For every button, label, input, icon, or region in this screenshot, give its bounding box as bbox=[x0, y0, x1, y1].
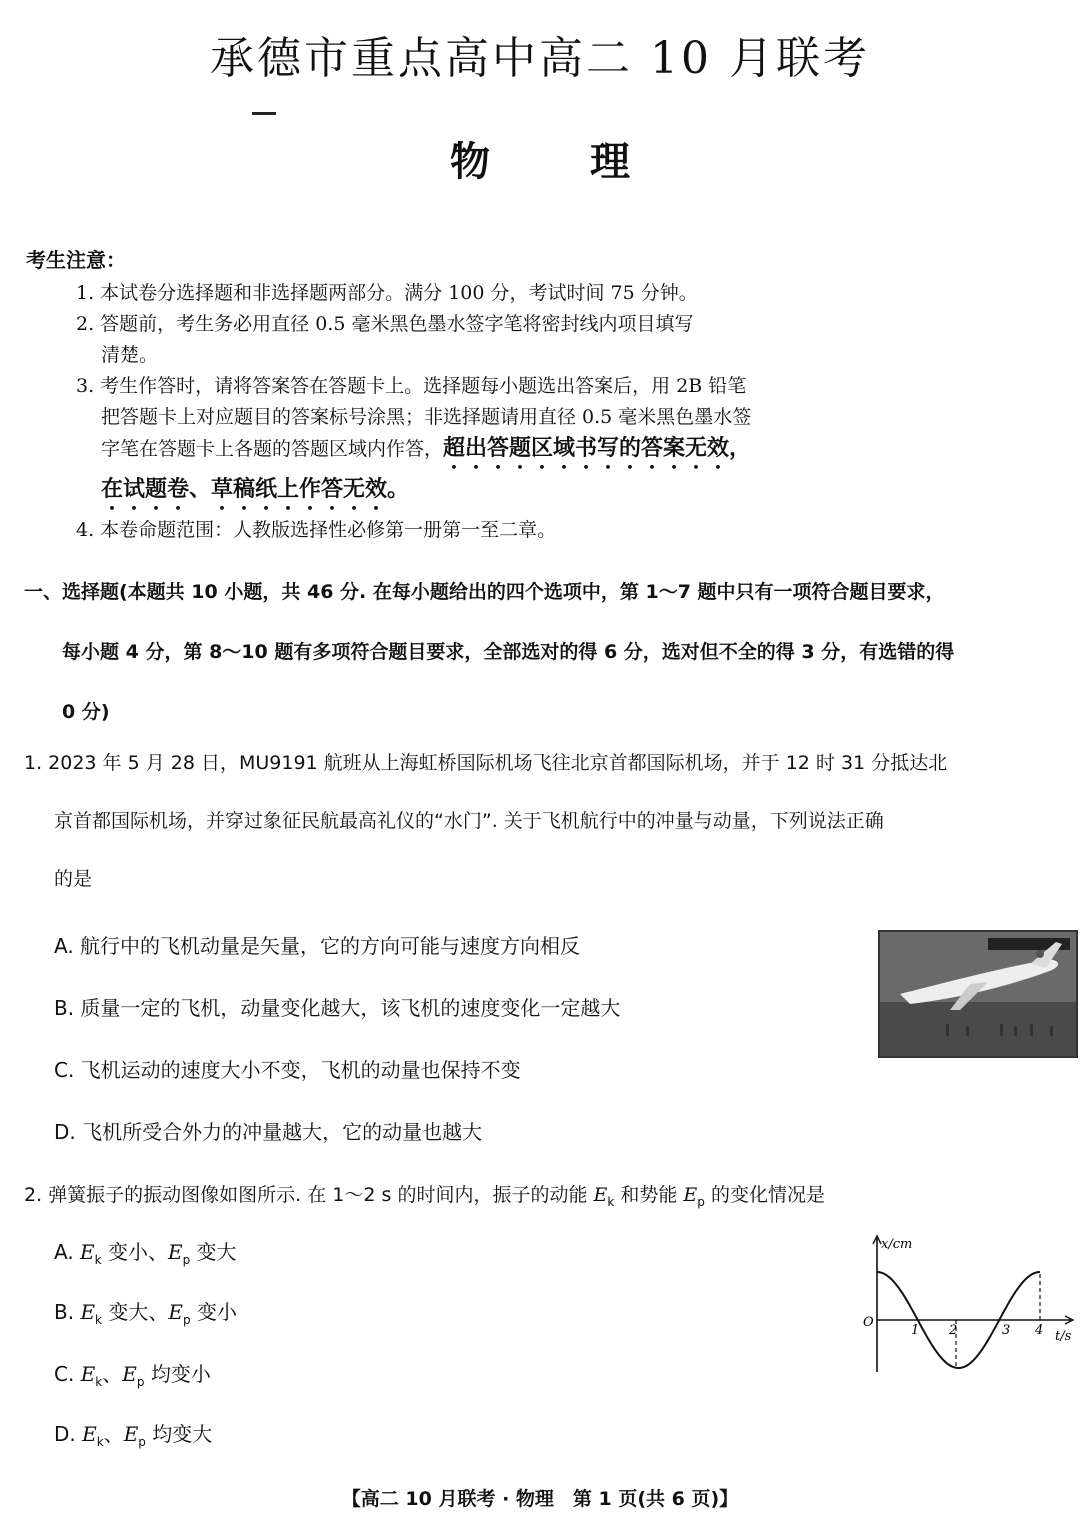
notice-list bbox=[76, 278, 876, 546]
opt-text: 变大 bbox=[190, 1240, 237, 1264]
question-1-stem bbox=[24, 734, 1074, 908]
question-1-line-2: 京首都国际机场，并穿过象征民航最高礼仪的“水门”. 关于飞机航行中的冲量与动量，下列说法正确 bbox=[54, 810, 884, 832]
var-e: E bbox=[168, 1300, 183, 1324]
opt-label: B. bbox=[54, 1300, 81, 1324]
section-1-line-3: 0 分) bbox=[62, 701, 110, 723]
var-e: E bbox=[167, 1240, 183, 1264]
divider-dash bbox=[252, 112, 276, 115]
y-axis-label: x/cm bbox=[881, 1237, 913, 1252]
var-e: E bbox=[80, 1300, 96, 1324]
section-1-heading bbox=[24, 562, 1074, 742]
x-axis-label: t/s bbox=[1055, 1329, 1072, 1344]
opt-text: 均变大 bbox=[145, 1422, 213, 1446]
subject-title bbox=[0, 130, 1080, 187]
opt-label: C. bbox=[54, 1362, 81, 1386]
vibration-graph bbox=[855, 1232, 1080, 1382]
var-e: E bbox=[80, 1362, 96, 1386]
question-1-option-d: D. 飞机所受合外力的冲量越大，它的动量也越大 bbox=[54, 1120, 483, 1144]
question-2-option-b bbox=[54, 1296, 237, 1327]
question-1-option-c: C. 飞机运动的速度大小不变，飞机的动量也保持不变 bbox=[54, 1058, 521, 1082]
notice-heading: 考生注意： bbox=[26, 248, 126, 272]
sub-p: p bbox=[136, 1375, 145, 1389]
sub-k: k bbox=[96, 1435, 104, 1449]
question-1-option-a: A. 航行中的飞机动量是矢量，它的方向可能与速度方向相反 bbox=[54, 934, 581, 958]
sub-p: p bbox=[182, 1313, 191, 1327]
exam-title: 承德市重点高中高二 10 月联考 bbox=[210, 33, 870, 84]
var-e: E bbox=[683, 1184, 698, 1206]
question-2-stem-part-2: 和势能 bbox=[614, 1184, 684, 1206]
page-footer: 【高二 10 月联考 · 物理 第 1 页(共 6 页)】 bbox=[341, 1488, 739, 1510]
var-e: E bbox=[122, 1362, 137, 1386]
question-2-stem-part-3: 的变化情况是 bbox=[704, 1184, 825, 1206]
var-e: E bbox=[82, 1422, 97, 1446]
sub-p: p bbox=[182, 1253, 191, 1267]
question-1-line-1: 1. 2023 年 5 月 28 日，MU9191 航班从上海虹桥国际机场飞往北京首都国际机场，并于 12 时 31 分抵达北 bbox=[24, 752, 948, 774]
var-e: E bbox=[123, 1422, 139, 1446]
tick-label-1: 1 bbox=[911, 1323, 920, 1338]
tick-label-2: 2 bbox=[949, 1323, 958, 1338]
var-e: E bbox=[593, 1184, 608, 1206]
sub-k: k bbox=[95, 1375, 103, 1389]
notice-item-3-plain: 字笔在答题卡上各题的答题区域内作答， bbox=[101, 438, 444, 460]
notice-item-1: 1. 本试卷分选择题和非选择题两部分。满分 100 分，考试时间 75 分钟。 bbox=[76, 282, 698, 304]
sub-p: p bbox=[697, 1194, 705, 1209]
sub-p: p bbox=[138, 1435, 146, 1449]
question-1-line-3: 的是 bbox=[54, 868, 93, 890]
vibration-graph-svg bbox=[855, 1232, 1080, 1382]
airplane-icon bbox=[880, 932, 1076, 1056]
subject-char-2: 理 bbox=[590, 139, 630, 185]
question-2-option-c bbox=[54, 1358, 211, 1389]
opt-text: 变小 bbox=[190, 1300, 237, 1324]
opt-label: A. bbox=[54, 1240, 81, 1264]
tick-label-4: 4 bbox=[1035, 1323, 1044, 1338]
origin-label: O bbox=[863, 1315, 874, 1330]
notice-item-3-emphasis-2: 在试题卷、草稿纸上作答无效。 bbox=[101, 477, 410, 502]
notice-item-3-line-3 bbox=[76, 433, 876, 474]
question-2-option-d bbox=[54, 1418, 212, 1449]
sub-k: k bbox=[94, 1253, 102, 1267]
opt-text: 均变小 bbox=[144, 1362, 211, 1386]
subject-char-1: 物 bbox=[450, 139, 490, 185]
tick-label-3: 3 bbox=[1002, 1323, 1011, 1338]
opt-text: 、 bbox=[103, 1422, 124, 1446]
opt-text: 变小、 bbox=[101, 1240, 168, 1264]
airplane-photo bbox=[878, 930, 1078, 1058]
sub-k: k bbox=[607, 1194, 615, 1209]
notice-item-3-line-4 bbox=[76, 474, 876, 515]
question-2-stem bbox=[24, 1166, 1074, 1231]
notice-item-3-line-1: 3. 考生作答时，请将答案答在答题卡上。选择题每小题选出答案后，用 2B 铅笔 bbox=[76, 375, 747, 397]
question-2-option-a bbox=[54, 1236, 237, 1267]
section-1-line-1: 一、选择题(本题共 10 小题，共 46 分. 在每小题给出的四个选项中，第 1～7 题中只有一项符合题目要求， bbox=[24, 581, 945, 603]
notice-item-3-emphasis-1: 超出答题区域书写的答案无效， bbox=[443, 436, 752, 461]
notice-item-4: 4. 本卷命题范围：人教版选择性必修第一册第一至二章。 bbox=[76, 519, 557, 541]
opt-label: D. bbox=[54, 1422, 83, 1446]
section-1-line-2: 每小题 4 分，第 8～10 题有多项符合题目要求，全部选对的得 6 分，选对但不全的得 3 分，有选错的得 bbox=[62, 641, 955, 663]
question-1-option-b: B. 质量一定的飞机，动量变化越大，该飞机的速度变化一定越大 bbox=[54, 996, 621, 1020]
opt-text: 、 bbox=[102, 1362, 123, 1386]
question-2-stem-part-1: 2. 弹簧振子的振动图像如图所示. 在 1～2 s 的时间内，振子的动能 bbox=[24, 1184, 594, 1206]
var-e: E bbox=[80, 1240, 95, 1264]
notice-item-2-line-2: 清楚。 bbox=[101, 344, 159, 366]
notice-item-2-line-1: 2. 答题前，考生务必用直径 0.5 毫米黑色墨水签字笔将密封线内项目填写 bbox=[76, 313, 694, 335]
notice-item-3-line-2: 把答题卡上对应题目的答案标号涂黑；非选择题请用直径 0.5 毫米黑色墨水签 bbox=[101, 406, 752, 428]
opt-text: 变大、 bbox=[102, 1300, 169, 1324]
sub-k: k bbox=[95, 1313, 102, 1327]
